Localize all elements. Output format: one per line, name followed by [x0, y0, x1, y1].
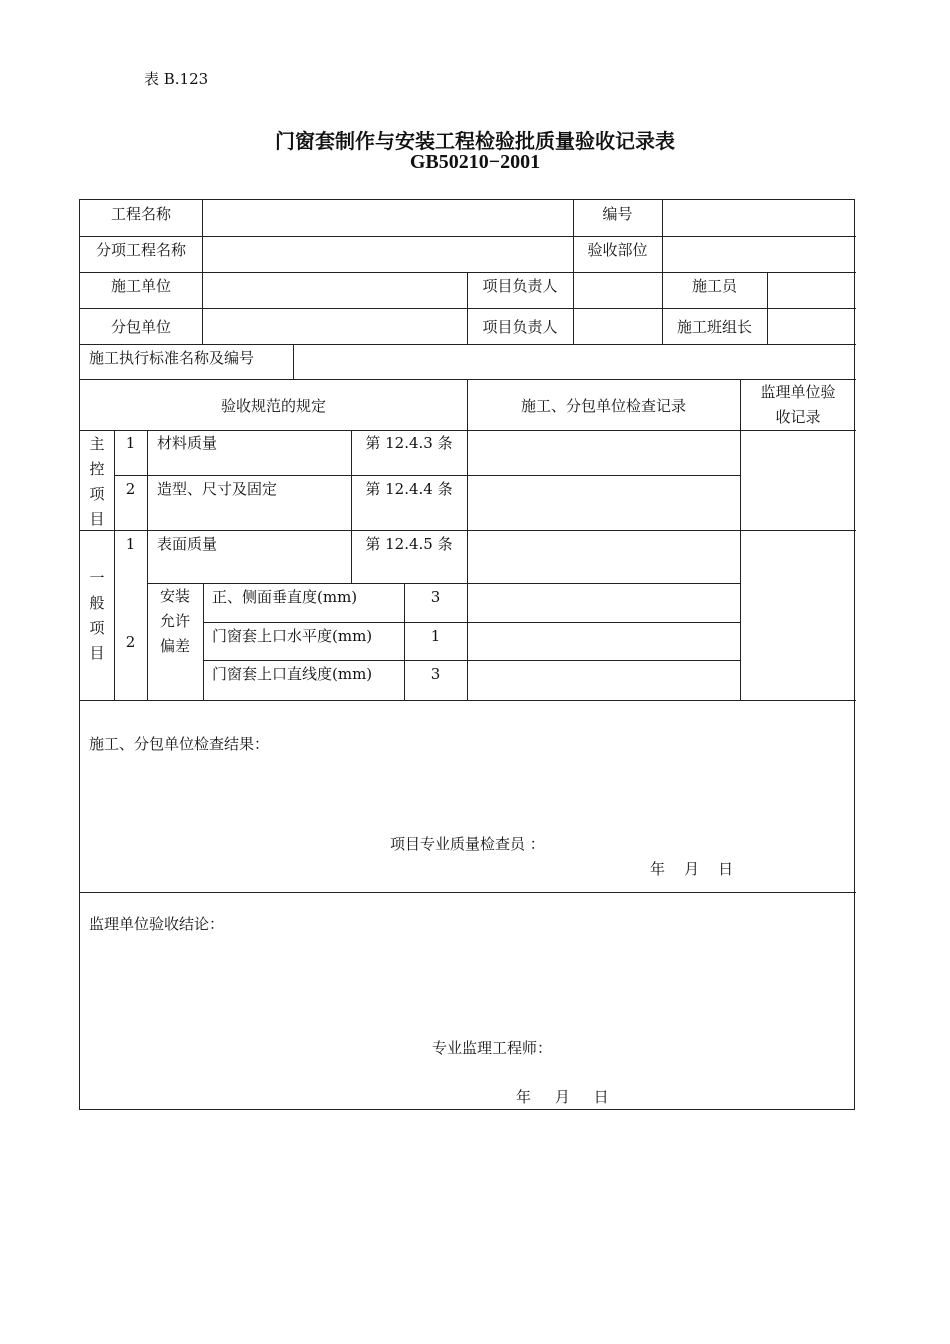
- supervision-engineer-label: 专业监理工程师：: [432, 1039, 553, 1057]
- general-item-clause: 第 12.4.5 条: [365, 535, 453, 553]
- general-items-group-label: 一 般 项 目: [89, 569, 105, 662]
- record-table: [79, 199, 855, 1110]
- main-item-no: 1: [125, 434, 136, 452]
- general-item-no: 1: [125, 535, 136, 553]
- main-item-no: 2: [125, 480, 136, 498]
- main-item-clause: 第 12.4.3 条: [365, 434, 453, 452]
- check-record-column-header: 施工、分包单位检查记录: [520, 397, 686, 415]
- quality-inspector-label: 项目专业质量检查员 ：: [390, 835, 545, 853]
- supervision-conclusion-label: 监理单位验收结论：: [89, 915, 225, 933]
- project-manager-label: 项目负责人: [482, 277, 558, 295]
- construction-result-label: 施工、分包单位检查结果：: [89, 735, 270, 753]
- deviation-item: 正、侧面垂直度(mm): [212, 588, 358, 606]
- project-manager-label-2: 项目负责人: [482, 318, 558, 336]
- constructor-label: 施工员: [691, 277, 737, 295]
- deviation-value: 3: [430, 588, 441, 606]
- standard-code: GB50210−2001: [409, 151, 541, 173]
- number-label: 编号: [602, 205, 633, 223]
- deviation-item: 门窗套上口水平度(mm): [212, 627, 373, 645]
- spec-column-header: 验收规范的规定: [220, 397, 326, 415]
- subproject-name-label: 分项工程名称: [95, 241, 186, 259]
- subcontract-unit-label: 分包单位: [110, 318, 171, 336]
- main-item-name: 材料质量: [157, 434, 218, 452]
- deviation-item: 门窗套上口直线度(mm): [212, 665, 373, 683]
- main-item-clause: 第 12.4.4 条: [365, 480, 453, 498]
- team-leader-label: 施工班组长: [676, 318, 752, 336]
- deviation-value: 3: [430, 665, 441, 683]
- project-name-label: 工程名称: [110, 205, 171, 223]
- supervision-column-header: 监理单位验 收记录: [760, 383, 836, 426]
- construction-unit-label: 施工单位: [110, 277, 171, 295]
- general-item-name: 表面质量: [157, 535, 218, 553]
- general-item-no: 2: [125, 633, 136, 651]
- construction-result-date: 年 月 日: [650, 860, 734, 878]
- acceptance-part-label: 验收部位: [587, 241, 648, 259]
- supervision-conclusion-date: 年 月 日: [516, 1088, 609, 1106]
- standard-name-label: 施工执行标准名称及编号: [89, 349, 255, 367]
- main-items-group-label: 主 控 项 目: [89, 435, 105, 528]
- table-label: 表 B.123: [144, 70, 209, 88]
- page-title: 门窗套制作与安装工程检验批质量验收记录表: [275, 129, 675, 153]
- main-item-name: 造型、尺寸及固定: [157, 480, 278, 498]
- deviation-label: 安装 允许 偏差: [159, 587, 190, 655]
- deviation-value: 1: [430, 627, 441, 645]
